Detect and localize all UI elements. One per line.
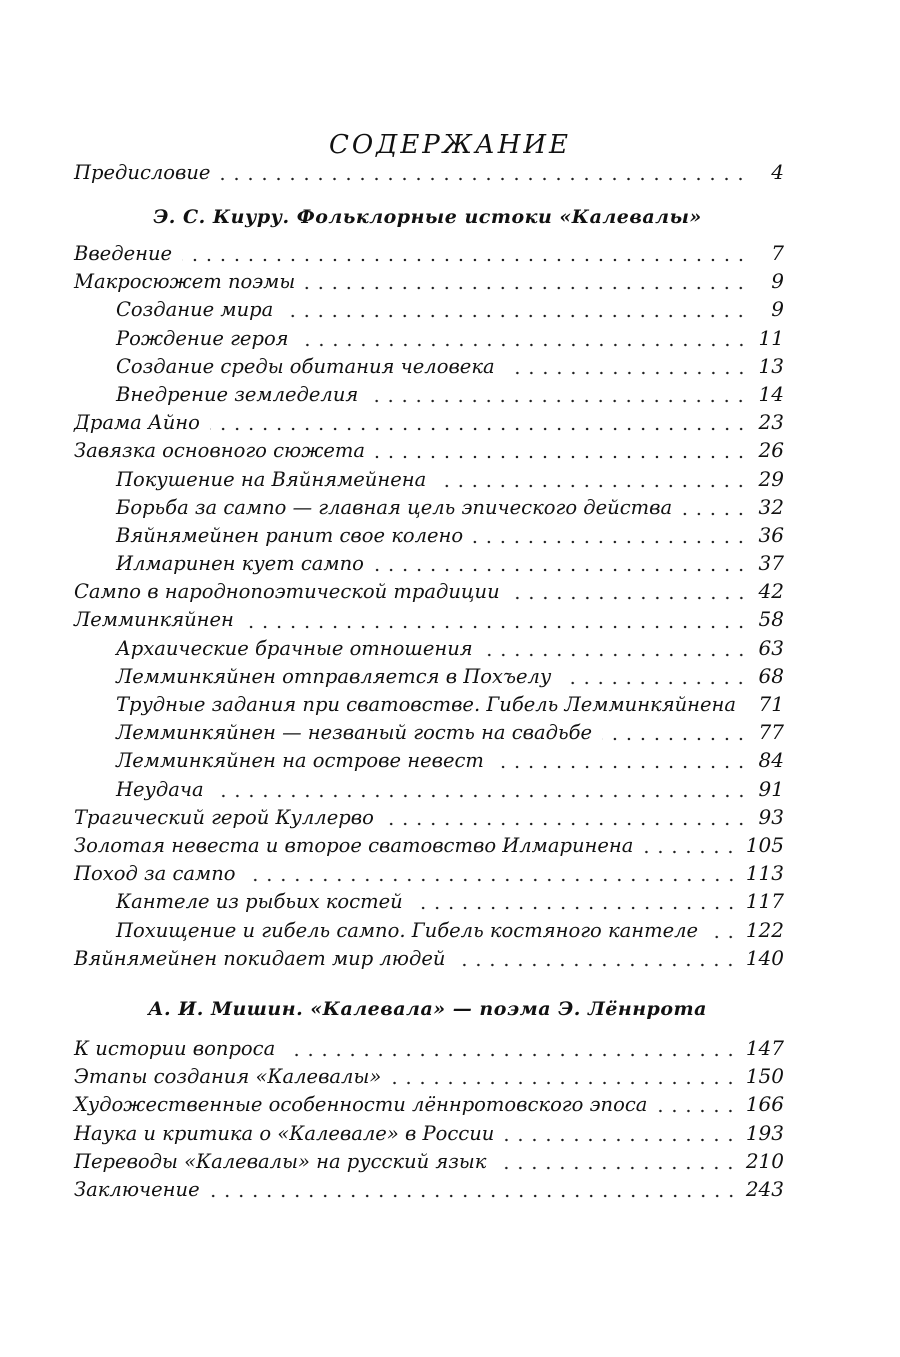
toc-entry[interactable] bbox=[74, 1119, 784, 1147]
toc-entry-page: 91 bbox=[758, 776, 784, 801]
toc-entry-label: Неудача bbox=[116, 777, 204, 801]
toc-entry-label: Лемминкяйнен — незваный гость на свадьбе bbox=[116, 721, 593, 745]
toc-entry-page: 105 bbox=[745, 832, 784, 857]
toc-entry[interactable] bbox=[74, 436, 784, 464]
section1-list bbox=[74, 239, 784, 972]
dot-leader bbox=[413, 906, 738, 910]
toc-entry-label: Кантеле из рыбьих костей bbox=[116, 890, 403, 914]
toc-entry-label: Драма Айно bbox=[74, 411, 200, 435]
toc-entry-label: Завязка основного сюжета bbox=[74, 439, 366, 463]
preface-list bbox=[74, 158, 784, 186]
toc-entry-label: Лемминкяйнен отправляется в Похъелу bbox=[116, 664, 552, 688]
toc-entry-label: Золотая невеста и второе сватовство Илмаринена bbox=[74, 833, 634, 857]
toc-entry-page: 150 bbox=[745, 1064, 784, 1089]
dot-leader bbox=[561, 681, 748, 685]
dot-leader bbox=[746, 709, 748, 713]
toc-entry-page: 37 bbox=[758, 551, 784, 576]
toc-entry-page: 243 bbox=[745, 1176, 784, 1201]
toc-entry-page: 71 bbox=[758, 692, 784, 716]
toc-entry-label: Наука и критика о «Калевале» в России bbox=[74, 1121, 495, 1145]
toc-entry[interactable] bbox=[74, 549, 784, 577]
toc-entry[interactable] bbox=[74, 1147, 784, 1175]
dot-leader bbox=[496, 1166, 737, 1170]
toc-entry-label: Илмаринен кует сампо bbox=[116, 552, 364, 576]
dot-leader bbox=[375, 455, 748, 459]
dot-leader bbox=[708, 935, 738, 939]
toc-entry-label: Предисловие bbox=[74, 161, 211, 184]
dot-leader bbox=[374, 568, 748, 572]
toc-entry-page: 68 bbox=[758, 663, 784, 688]
dot-leader bbox=[182, 258, 748, 262]
toc-entry[interactable] bbox=[74, 718, 784, 746]
toc-entry[interactable] bbox=[74, 521, 784, 549]
toc-entry-page: 42 bbox=[758, 579, 784, 604]
dot-leader bbox=[682, 512, 748, 516]
toc-entry-page: 140 bbox=[745, 945, 784, 970]
dot-leader bbox=[643, 850, 737, 854]
toc-entry-label: Рождение героя bbox=[116, 326, 289, 350]
toc-entry[interactable] bbox=[74, 239, 784, 267]
toc-entry-page: 113 bbox=[745, 861, 784, 886]
dot-leader bbox=[473, 540, 748, 544]
toc-entry-label: Поход за сампо bbox=[74, 862, 236, 886]
dot-leader bbox=[220, 177, 748, 181]
toc-entry[interactable] bbox=[74, 1090, 784, 1118]
toc-entry-label: Вяйнямейнен ранит свое колено bbox=[116, 523, 464, 547]
toc-entry[interactable] bbox=[74, 1175, 784, 1203]
dot-leader bbox=[483, 653, 748, 657]
toc-entry[interactable] bbox=[74, 267, 784, 295]
dot-leader bbox=[455, 963, 737, 967]
toc-entry-label: Лемминкяйнен на острове невест bbox=[116, 749, 484, 773]
toc-entry-page: 9 bbox=[771, 269, 784, 294]
toc-entry-page: 147 bbox=[745, 1036, 784, 1060]
toc-entry-page: 166 bbox=[745, 1092, 784, 1117]
toc-entry-label: Вяйнямейнен покидает мир людей bbox=[74, 946, 446, 970]
dot-leader bbox=[210, 1194, 738, 1198]
toc-entry-label: К истории вопроса bbox=[74, 1037, 276, 1060]
dot-leader bbox=[391, 1081, 738, 1085]
dot-leader bbox=[657, 1109, 737, 1113]
toc-entry[interactable] bbox=[74, 887, 784, 915]
toc-entry-label: Макросюжет поэмы bbox=[74, 270, 296, 294]
toc-entry[interactable] bbox=[74, 493, 784, 521]
toc-entry-label: Трудные задания при сватовстве. Гибель Лемминкяйнена bbox=[116, 693, 737, 716]
toc-entry[interactable] bbox=[74, 944, 784, 972]
toc-entry-page: 7 bbox=[771, 241, 784, 265]
toc-entry-page: 23 bbox=[758, 410, 784, 435]
toc-entry-page: 193 bbox=[745, 1120, 784, 1145]
toc-entry-page: 36 bbox=[758, 522, 784, 547]
toc-entry[interactable] bbox=[74, 408, 784, 436]
toc-entry-page: 14 bbox=[758, 381, 784, 406]
section-heading-mishin: А. И. Мишин. «Калевала» — поэма Э. Лённрота bbox=[148, 998, 707, 1020]
dot-leader bbox=[436, 484, 748, 488]
toc-entry-page: 84 bbox=[758, 748, 784, 773]
dot-leader bbox=[510, 596, 748, 600]
toc-entry-label: Создание среды обитания человека bbox=[116, 354, 495, 378]
dot-leader bbox=[285, 1053, 738, 1057]
section2-list bbox=[74, 1034, 784, 1203]
toc-entry-page: 4 bbox=[771, 160, 784, 184]
toc-entry[interactable] bbox=[74, 662, 784, 690]
page-title: СОДЕРЖАНИЕ bbox=[328, 130, 572, 160]
dot-leader bbox=[299, 343, 748, 347]
toc-entry-page: 29 bbox=[758, 466, 784, 491]
dot-leader bbox=[244, 625, 748, 629]
toc-entry-page: 117 bbox=[745, 889, 784, 914]
toc-entry[interactable] bbox=[74, 380, 784, 408]
toc-entry[interactable] bbox=[74, 577, 784, 605]
toc-entry[interactable] bbox=[74, 1034, 784, 1062]
toc-entry-page: 9 bbox=[771, 297, 784, 322]
toc-entry-label: Похищение и гибель сампо. Гибель костяного кантеле bbox=[116, 918, 699, 942]
toc-entry-label: Внедрение земледелия bbox=[116, 382, 359, 406]
dot-leader bbox=[283, 314, 748, 318]
dot-leader bbox=[504, 1138, 737, 1142]
section-heading-kiuru: Э. С. Киуру. Фольклорные истоки «Калевалы» bbox=[153, 206, 702, 228]
dot-leader bbox=[368, 399, 748, 403]
toc-entry[interactable] bbox=[74, 859, 784, 887]
toc-entry[interactable] bbox=[74, 352, 784, 380]
toc-entry[interactable] bbox=[74, 605, 784, 633]
toc-entry-page: 13 bbox=[758, 353, 784, 378]
toc-entry[interactable] bbox=[74, 775, 784, 803]
toc-entry-label: Покушение на Вяйнямейнена bbox=[116, 467, 427, 491]
toc-entry[interactable] bbox=[74, 690, 784, 718]
dot-leader bbox=[602, 737, 748, 741]
dot-leader bbox=[505, 371, 748, 375]
toc-entry-page: 32 bbox=[758, 494, 784, 519]
toc-entry[interactable] bbox=[74, 634, 784, 662]
toc-entry-label: Лемминкяйнен bbox=[74, 608, 234, 632]
toc-entry-label: Введение bbox=[74, 242, 173, 265]
toc-entry-page: 11 bbox=[758, 325, 784, 350]
toc-entry-page: 93 bbox=[758, 804, 784, 829]
toc-entry-label: Художественные особенности лённротовского эпоса bbox=[74, 1093, 648, 1117]
toc-entry-label: Заключение bbox=[74, 1177, 200, 1201]
toc-entry[interactable] bbox=[74, 803, 784, 831]
toc-entry[interactable] bbox=[74, 465, 784, 493]
toc-entry-page: 77 bbox=[758, 720, 784, 745]
toc-entry[interactable] bbox=[74, 1062, 784, 1090]
toc-entry-label: Создание мира bbox=[116, 298, 274, 322]
toc-entry-page: 63 bbox=[758, 635, 784, 660]
toc-entry[interactable] bbox=[74, 324, 784, 352]
toc-entry-page: 26 bbox=[758, 438, 784, 463]
toc-entry[interactable] bbox=[74, 295, 784, 323]
toc-entry[interactable] bbox=[74, 831, 784, 859]
toc-entry-page: 210 bbox=[745, 1148, 784, 1173]
toc-entry-label: Архаические брачные отношения bbox=[116, 636, 473, 660]
dot-leader bbox=[305, 286, 748, 290]
dot-leader bbox=[384, 822, 748, 826]
dot-leader bbox=[494, 765, 748, 769]
toc-entry-label: Этапы создания «Калевалы» bbox=[74, 1065, 382, 1089]
toc-entry-preface[interactable] bbox=[74, 158, 784, 186]
toc-entry-label: Переводы «Калевалы» на русский язык bbox=[74, 1149, 487, 1173]
toc-entry-label: Трагический герой Куллерво bbox=[74, 805, 374, 829]
dot-leader bbox=[214, 794, 748, 798]
toc-entry-label: Борьба за сампо — главная цель эпического действа bbox=[116, 495, 673, 519]
toc-entry-label: Сампо в народнопоэтической традиции bbox=[74, 580, 500, 604]
toc-entry[interactable] bbox=[74, 916, 784, 944]
toc-entry-page: 122 bbox=[745, 917, 784, 942]
toc-entry-page: 58 bbox=[758, 607, 784, 632]
toc-entry[interactable] bbox=[74, 746, 784, 774]
dot-leader bbox=[246, 878, 738, 882]
dot-leader bbox=[210, 427, 748, 431]
